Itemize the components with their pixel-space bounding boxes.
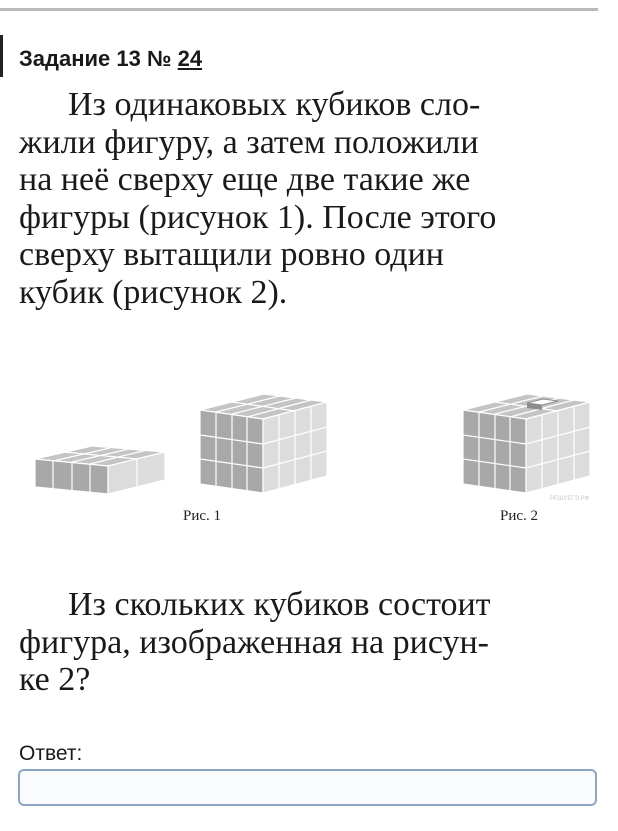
task-header xyxy=(19,44,202,74)
question-text xyxy=(19,586,584,699)
task-number-link[interactable]: 24 xyxy=(177,46,203,71)
top-divider xyxy=(0,8,598,11)
problem-line: Из одинаковых кубиков сло- xyxy=(68,86,481,123)
question-line: ке 2? xyxy=(19,661,91,698)
cube-figures-image xyxy=(18,366,600,530)
problem-statement xyxy=(19,86,584,311)
task-marker-bar xyxy=(0,35,3,77)
figure-1-stacked-shape xyxy=(200,394,327,493)
answer-input[interactable] xyxy=(18,769,597,806)
problem-line: кубик (рисунок 2). xyxy=(19,273,288,311)
problem-line: на неё сверху еще две такие же xyxy=(19,161,471,198)
question-line: Из скольких кубиков состоит xyxy=(68,586,491,623)
question-line: фигура, изображенная на рисун- xyxy=(19,623,489,661)
site-watermark: РЕШУЕГЭ.РФ xyxy=(550,496,590,502)
problem-line: сверху вытащили ровно один xyxy=(19,236,444,273)
answer-label: Ответ: xyxy=(19,742,83,765)
figure-2-shape xyxy=(463,394,590,493)
problem-line: жили фигуру, а затем положили xyxy=(19,123,479,161)
figure-2-caption: Рис. 2 xyxy=(500,508,539,524)
task-label: Задание 13 № xyxy=(19,46,172,71)
problem-line: фигуры (рисунок 1). После этого xyxy=(19,198,497,236)
figure-1-caption: Рис. 1 xyxy=(183,508,222,524)
